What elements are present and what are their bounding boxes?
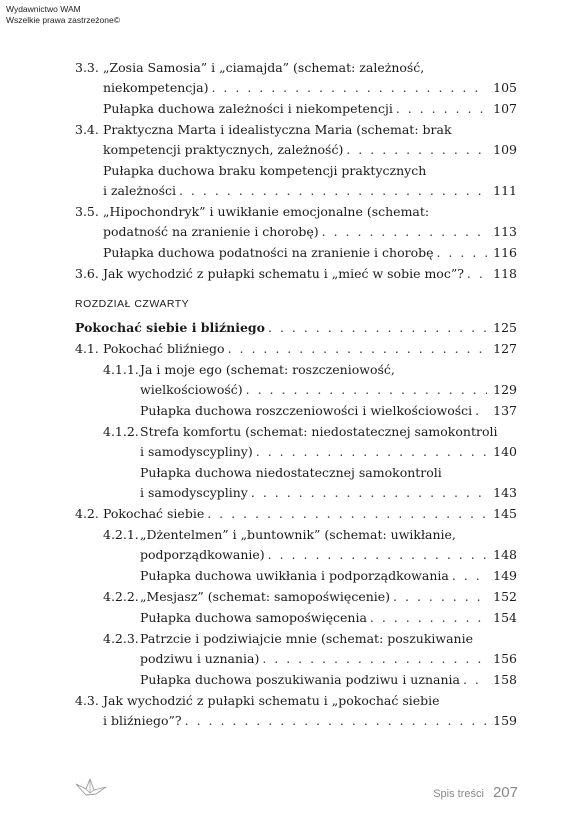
- toc-subentry[interactable]: [75, 566, 517, 586]
- page-number: 158: [493, 672, 517, 687]
- dot-leader: [262, 649, 487, 669]
- page-number: 118: [493, 266, 517, 281]
- section-number: 3.4.: [75, 122, 99, 137]
- page-number: 105: [493, 80, 517, 95]
- entry-title-line: Pokochać bliźniego: [103, 341, 225, 356]
- entry-title-line: „Hipochondryk” i uwikłanie emocjonalne (schemat:: [103, 204, 430, 219]
- entry-title-line: Praktyczna Marta i idealistyczna Maria (schemat: brak: [103, 122, 452, 137]
- page-number: 152: [493, 589, 517, 604]
- entry-title-line: Pułapka duchowa braku kompetencji praktycznych: [103, 163, 427, 178]
- page-number: 143: [493, 485, 517, 500]
- toc-subentry[interactable]: [75, 608, 517, 628]
- page-number: 149: [493, 568, 517, 583]
- chapter-title-entry[interactable]: [75, 318, 517, 338]
- toc-entry[interactable]: [75, 120, 517, 160]
- page-number: 113: [493, 224, 517, 239]
- dot-leader: [185, 711, 487, 731]
- dot-leader: [211, 78, 487, 98]
- dot-leader: [246, 380, 487, 400]
- entry-title-line: Pokochać siebie: [103, 506, 205, 521]
- page-footer: [433, 784, 518, 801]
- section-number: 3.3.: [75, 60, 99, 75]
- toc-subentry[interactable]: [75, 161, 517, 201]
- entry-title-line: podziwu i uznania): [140, 651, 260, 666]
- entry-title-line: Patrzcie i podziwiajcie mnie (schemat: poszukiwanie: [140, 631, 474, 646]
- section-number: 4.3.: [75, 693, 99, 708]
- origami-bird-icon: [74, 775, 108, 799]
- toc-entry[interactable]: [75, 691, 517, 731]
- publisher-watermark: [6, 4, 120, 26]
- page-number: 140: [493, 444, 517, 459]
- entry-title-line: Jak wychodzić z pułapki schematu i „pokochać siebie: [103, 693, 440, 708]
- entry-title-line: Pułapka duchowa podatności na zranienie i chorobę: [103, 245, 434, 260]
- entry-title-line: Pułapka duchowa poszukiwania podziwu i uznania: [140, 672, 460, 687]
- entry-title-line: Strefa komfortu (schemat: niedostatecznej samokontroli: [140, 424, 498, 439]
- entry-title-line: podporządkowanie): [140, 547, 265, 562]
- entry-title-line: i samodyscypliny: [140, 485, 248, 500]
- section-number: 4.2.: [75, 506, 99, 521]
- dot-leader: [268, 318, 487, 338]
- toc-entry[interactable]: [75, 629, 517, 669]
- entry-title-line: Pułapka duchowa uwikłania i podporządkowania: [140, 568, 449, 583]
- toc-subentry[interactable]: [75, 463, 517, 503]
- section-number: 4.2.2.: [103, 589, 139, 604]
- section-number: 3.5.: [75, 204, 99, 219]
- entry-title-line: „Mesjasz” (schemat: samopoświęcenie): [140, 589, 391, 604]
- entry-title-line: Ja i moje ego (schemat: roszczeniowość,: [140, 362, 395, 377]
- dot-leader: [393, 587, 487, 607]
- page-number: 116: [493, 245, 517, 260]
- dot-leader: [228, 339, 487, 359]
- footer-page-number: 207: [492, 784, 518, 801]
- page-number: 137: [493, 403, 517, 418]
- dot-leader: [396, 99, 487, 119]
- section-number: 3.6.: [75, 266, 99, 281]
- dot-leader: [475, 401, 487, 421]
- watermark-line-1: Wydawnictwo WAM: [6, 4, 81, 14]
- section-number: 4.1.2.: [103, 424, 139, 439]
- entry-title-line: i bliźniego”?: [103, 713, 182, 728]
- entry-title-line: Pułapka duchowa samopoświęcenia: [140, 610, 367, 625]
- toc-entry[interactable]: [75, 525, 517, 565]
- page-number: 154: [493, 610, 517, 625]
- toc-entry[interactable]: [75, 587, 517, 607]
- entry-title-line: wielkościowość): [140, 382, 243, 397]
- page-number: 129: [493, 382, 517, 397]
- dot-leader: [268, 545, 487, 565]
- toc-entry[interactable]: [75, 339, 517, 359]
- watermark-line-2: Wszelkie prawa zastrzeżone©: [6, 15, 120, 25]
- entry-title-line: i zależności: [103, 183, 176, 198]
- dot-leader: [251, 483, 487, 503]
- section-number: 4.2.3.: [103, 631, 139, 646]
- entry-title-line: kompetencji praktycznych, zależność): [103, 142, 344, 157]
- section-number: 4.1.1.: [103, 362, 139, 377]
- toc-subentry[interactable]: [75, 670, 517, 690]
- page-number: 109: [493, 142, 517, 157]
- toc-entry[interactable]: [75, 202, 517, 242]
- dot-leader: [370, 608, 487, 628]
- dot-leader: [256, 442, 487, 462]
- entry-title-line: i samodyscypliny): [140, 444, 253, 459]
- toc-entry[interactable]: [75, 360, 517, 400]
- page-number: 156: [493, 651, 517, 666]
- section-number: 4.2.1.: [103, 527, 139, 542]
- page-number: 107: [493, 101, 517, 116]
- section-number: 4.1.: [75, 341, 99, 356]
- toc-subentry[interactable]: [75, 243, 517, 263]
- dot-leader: [179, 181, 487, 201]
- page-number: 127: [493, 341, 517, 356]
- entry-title-line: podatność na zranienie i chorobę): [103, 224, 319, 239]
- entry-title-line: niekompetencja): [103, 80, 209, 95]
- dot-leader: [467, 264, 487, 284]
- entry-title-line: Pułapka duchowa roszczeniowości i wielkościowości: [140, 403, 473, 418]
- page-number: 111: [493, 183, 517, 198]
- entry-title-line: „Zosia Samosia” i „ciamajda” (schemat: zależność,: [103, 60, 425, 75]
- toc-entry[interactable]: [75, 504, 517, 524]
- page-number: 148: [493, 547, 517, 562]
- dot-leader: [463, 670, 487, 690]
- chapter-title: Pokochać siebie i bliźniego: [75, 320, 265, 335]
- toc-subentry[interactable]: [75, 99, 517, 119]
- dot-leader: [207, 504, 487, 524]
- chapter-label: ROZDZIAŁ CZWARTY: [75, 298, 190, 310]
- dot-leader: [346, 140, 487, 160]
- page-number: 159: [493, 713, 517, 728]
- toc-group-chapter-4: [75, 339, 517, 731]
- toc-subentry[interactable]: [75, 401, 517, 421]
- entry-title-line: Pułapka duchowa zależności i niekompetencji: [103, 101, 393, 116]
- toc-entry[interactable]: [75, 58, 517, 98]
- toc-entry[interactable]: [75, 264, 517, 284]
- dot-leader: [322, 222, 487, 242]
- toc-entry[interactable]: [75, 422, 517, 462]
- entry-title-line: Jak wychodzić z pułapki schematu i „mieć w sobie moc”?: [103, 266, 464, 281]
- entry-title-line: „Dżentelmen” i „buntownik” (schemat: uwikłanie,: [140, 527, 456, 542]
- entry-title-line: Pułapka duchowa niedostatecznej samokontroli: [140, 465, 442, 480]
- dot-leader: [452, 566, 487, 586]
- page-number: 145: [493, 506, 517, 521]
- dot-leader: [437, 243, 488, 263]
- toc-group-chapter-3: [75, 58, 517, 284]
- footer-section-label: Spis treści: [433, 788, 484, 800]
- page-number: 125: [493, 320, 517, 335]
- table-of-contents: [75, 58, 517, 732]
